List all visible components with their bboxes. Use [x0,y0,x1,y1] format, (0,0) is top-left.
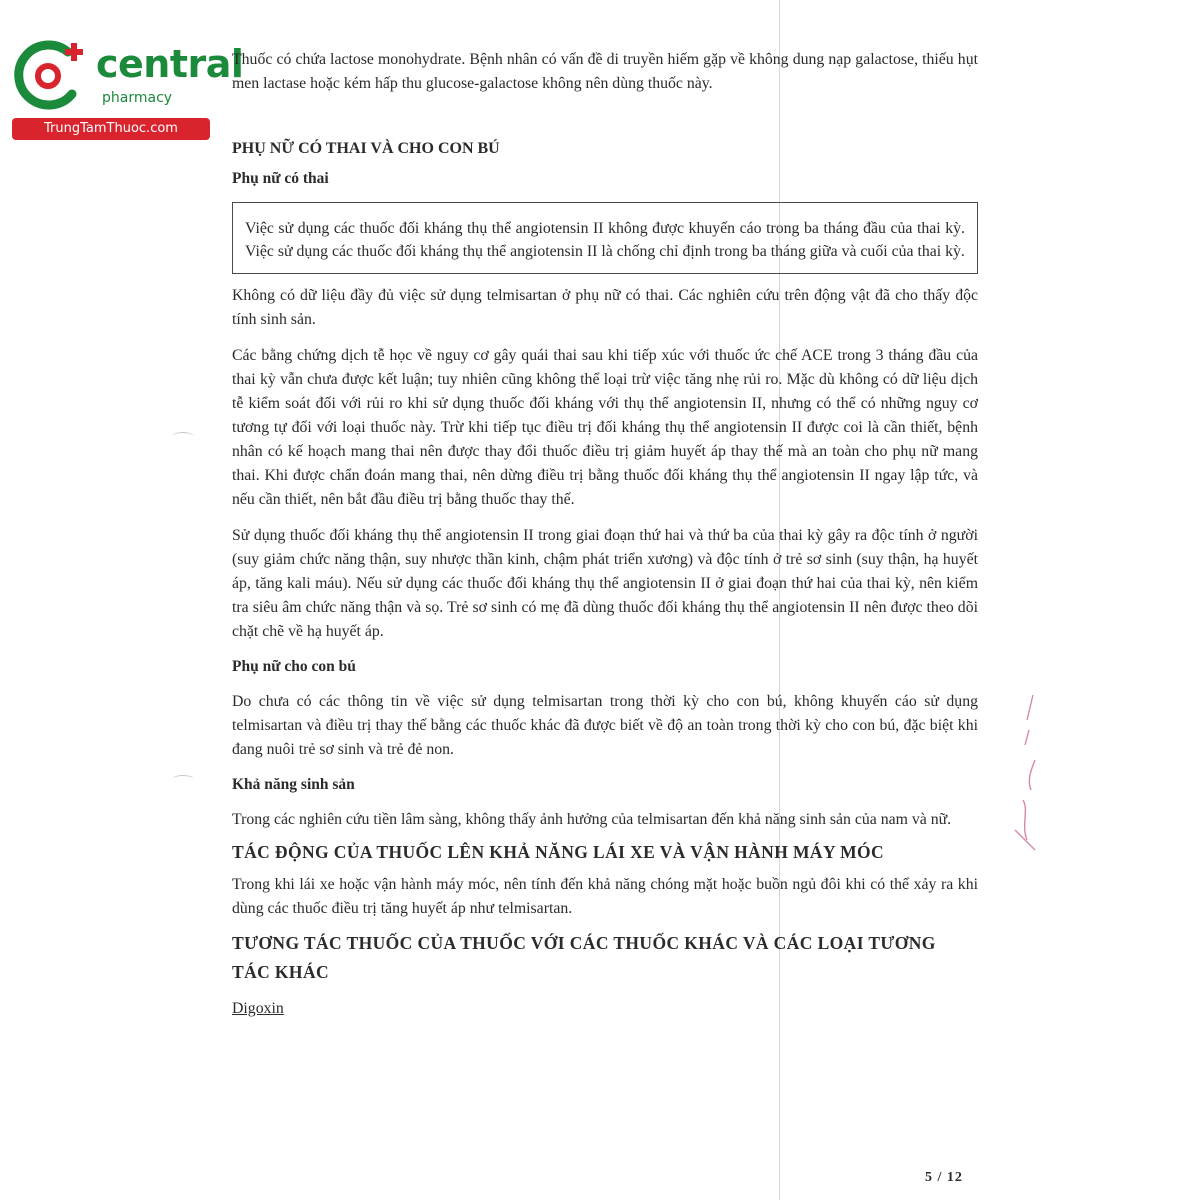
warning-box [232,202,978,274]
warning-box-text: Việc sử dụng các thuốc đối kháng thụ thể angiotensin II không được khuyến cáo trong ba tháng đầu của thai kỳ. Việc sử dụng các thuốc đối kháng thụ thể angiotensin II là chống chỉ định trong ba tháng giữa và cuối của thai kỳ. [245,220,965,260]
section-title-interactions: TƯƠNG TÁC THUỐC CỦA THUỐC VỚI CÁC THUỐC KHÁC VÀ CÁC LOẠI TƯƠNG TÁC KHÁC [232,933,936,982]
page-number: 5 / 12 [925,1170,963,1185]
pregnancy-paragraph-2: Các bằng chứng dịch tễ học về nguy cơ gây quái thai sau khi tiếp xúc với thuốc ức chế ACE trong 3 tháng đầu của thai kỳ vẫn chưa được kết luận; tuy nhiên cũng không thể loại trừ việc tăng nhẹ rủi ro. Mặc dù không có dữ liệu dịch tễ kiểm soát đối với rủi ro khi sử dụng thuốc đối kháng với thụ thể angiotensin II, nhưng có thể có những nguy cơ tương tự đối với loại thuốc này. Trừ khi tiếp tục điều trị đối kháng thụ thể angiotensin II được coi là cần thiết, bệnh nhân có kế hoạch mang thai nên được thay đổi thuốc điều trị giảm huyết áp thay thế mà an toàn cho phụ nữ mang thai. Khi được chẩn đoán mang thai, nên dừng điều trị bằng thuốc đối kháng thụ thể angiotensin II ngay lập tức, và nếu cần thiết, nên bắt đầu điều trị bằng thuốc thay thế. [232,347,978,508]
logo-url-badge: TrungTamThuoc.com [12,118,210,140]
pregnancy-paragraph-3: Sử dụng thuốc đối kháng thụ thể angiotensin II trong giai đoạn thứ hai và thứ ba của thai kỳ gây ra độc tính ở người (suy giảm chức năng thận, suy nhược thần kinh, chậm phát triển xương) và độc tính ở trẻ sơ sinh (suy thận, hạ huyết áp, tăng kali máu). Nếu sử dụng các thuốc đối kháng thụ thể angiotensin II ở giai đoạn thứ hai của thai kỳ, nên kiểm tra siêu âm chức năng thận và sọ. Trẻ sơ sinh có mẹ đã dùng thuốc đối kháng thụ thể angiotensin II nên được theo dõi chặt chẽ về hạ huyết áp. [232,527,978,640]
document-body [232,48,978,1021]
driving-paragraph: Trong khi lái xe hoặc vận hành máy móc, nên tính đến khả năng chóng mặt hoặc buồn ngủ đôi khi có thể xảy ra khi dùng các thuốc điều trị tăng huyết áp như telmisartan. [232,876,978,917]
pregnancy-paragraph-1: Không có dữ liệu đầy đủ việc sử dụng telmisartan ở phụ nữ có thai. Các nghiên cứu trên động vật đã cho thấy độc tính sinh sản. [232,287,978,328]
subsection-title-fertility: Khả năng sinh sản [232,776,355,793]
fertility-paragraph: Trong các nghiên cứu tiền lâm sàng, không thấy ảnh hưởng của telmisartan đến khả năng sinh sản của nam và nữ. [232,811,952,828]
subsection-title-breastfeeding: Phụ nữ cho con bú [232,658,356,675]
pharmacy-logo[interactable] [10,38,244,138]
logo-subtitle: pharmacy [102,90,173,106]
subsection-title-pregnancy: Phụ nữ có thai [232,170,329,187]
section-title-driving: TÁC ĐỘNG CỦA THUỐC LÊN KHẢ NĂNG LÁI XE VÀ VẬN HÀNH MÁY MÓC [232,842,885,862]
handwritten-stamp-mark [1005,690,1045,860]
punch-hole-mark [172,775,194,784]
interaction-item-digoxin: Digoxin [232,1000,284,1017]
punch-hole-mark [172,432,194,441]
central-logo-icon [10,38,96,116]
section-title-pregnancy-breastfeeding: PHỤ NỮ CÓ THAI VÀ CHO CON BÚ [232,140,500,157]
intro-paragraph: Thuốc có chứa lactose monohydrate. Bệnh nhân có vấn đề di truyền hiếm gặp về không dung nạp galactose, thiếu hụt men lactase hoặc kém hấp thu glucose-galactose không nên dùng thuốc này. [232,51,978,92]
breastfeeding-paragraph: Do chưa có các thông tin về việc sử dụng telmisartan trong thời kỳ cho con bú, không khuyến cáo sử dụng telmisartan và điều trị thay thế bằng các thuốc khác đã được biết về độ an toàn trong thời kỳ cho con bú, đặc biệt khi đang nuôi trẻ sơ sinh và trẻ đẻ non. [232,693,978,758]
logo-brand-text: central [96,42,244,86]
